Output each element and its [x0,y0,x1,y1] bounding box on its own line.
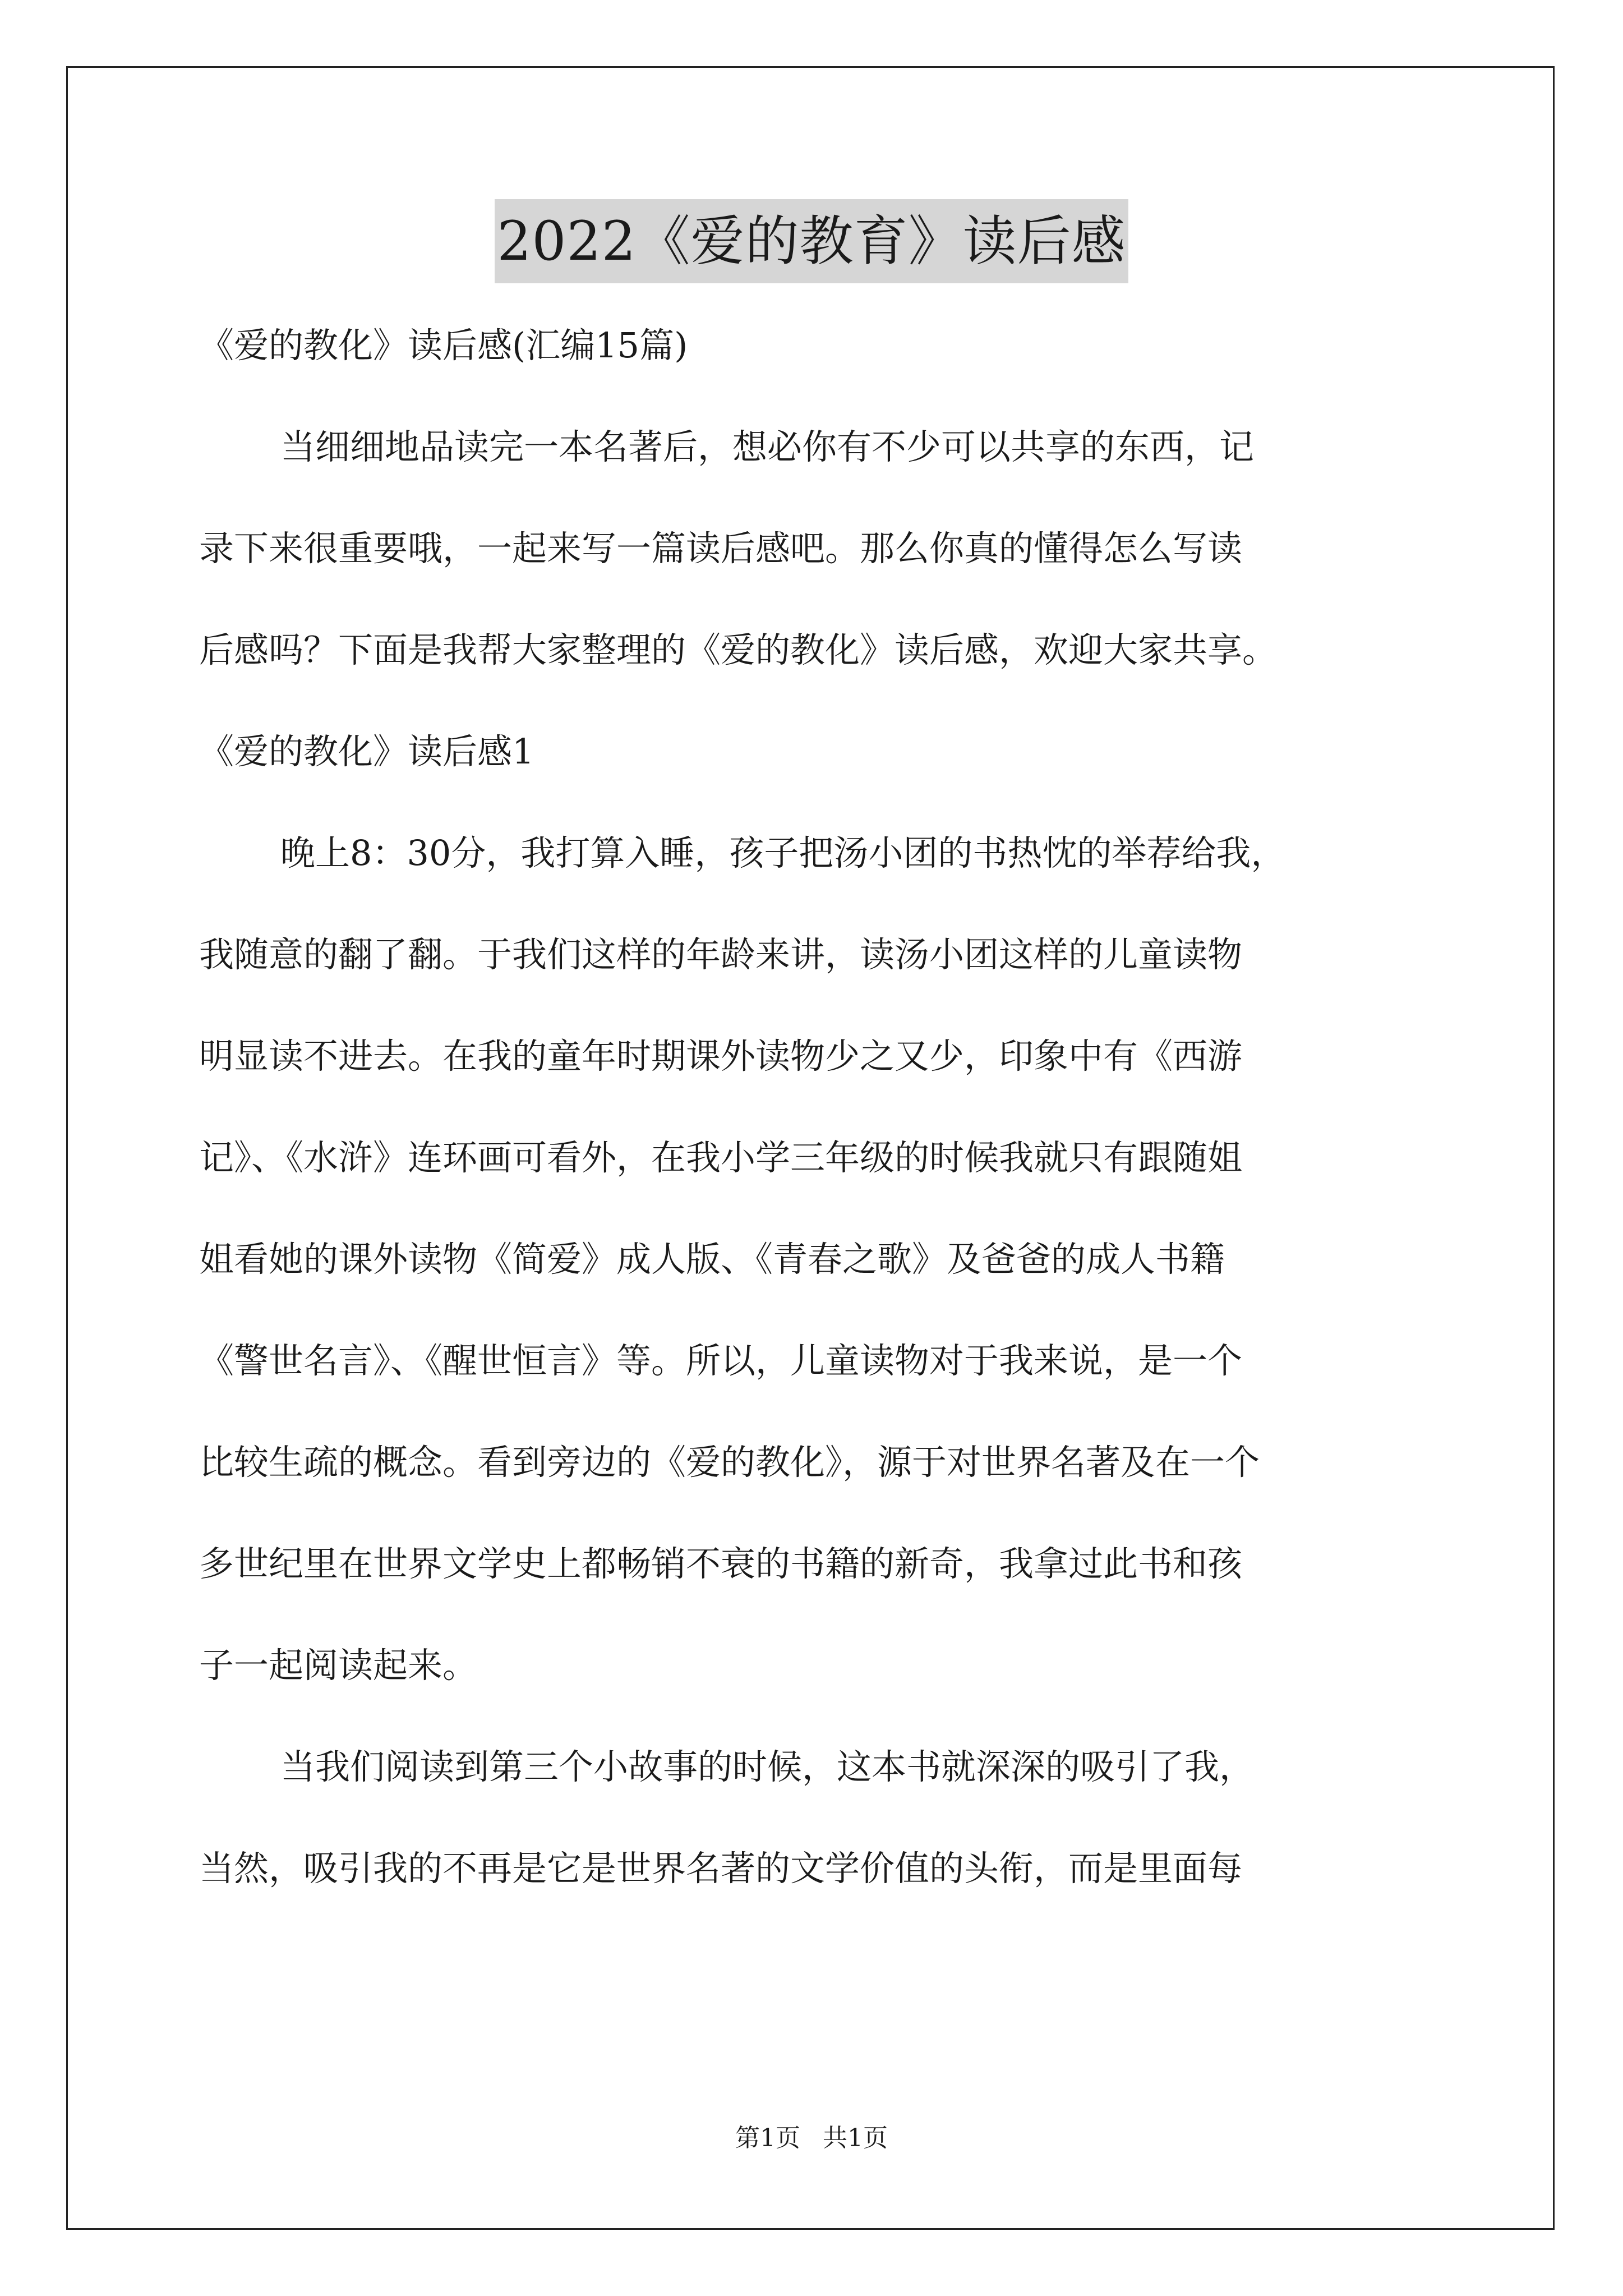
paragraph1-line-2: 我随意的翻了翻。于我们这样的年龄来讲，读汤小团这样的儿童读物 [199,934,1243,975]
title-container [0,199,1623,283]
page-number: 第1页 [735,2124,800,2152]
paragraph1-line-3: 明显读不进去。在我的童年时期课外读物少之又少，印象中有《西游 [199,1036,1243,1076]
intro-line-1: 当细细地品读完一本名著后，想必你有不少可以共享的东西，记 [280,426,1255,467]
document-title: 2022《爱的教育》读后感 [495,199,1128,283]
intro-line-2: 录下来很重要哦，一起来写一篇读后感吧。那么你真的懂得怎么写读 [199,528,1243,569]
paragraph1-line-9: 子一起阅读起来。 [199,1645,478,1686]
paragraph1-line-5: 姐看她的课外读物《简爱》成人版、《青春之歌》及爸爸的成人书籍 [199,1239,1225,1280]
section-heading: 《爱的教化》读后感1 [199,731,534,772]
paragraph1-line-7: 比较生疏的概念。看到旁边的《爱的教化》，源于对世界名著及在一个 [199,1442,1260,1483]
intro-line-3: 后感吗？下面是我帮大家整理的《爱的教化》读后感，欢迎大家共享。 [199,629,1278,670]
paragraph1-line-4: 记》、《水浒》连环画可看外，在我小学三年级的时候我就只有跟随姐 [199,1137,1243,1178]
paragraph1-line-6: 《警世名言》、《醒世恒言》等。所以，儿童读物对于我来说，是一个 [199,1340,1243,1381]
paragraph2-line-2: 当然，吸引我的不再是它是世界名著的文学价值的头衔，而是里面每 [199,1848,1243,1889]
document-subtitle: 《爱的教化》读后感(汇编15篇) [199,325,688,366]
document-body [199,295,1436,1919]
page-footer [0,2122,1623,2155]
page-total: 共1页 [823,2124,888,2152]
paragraph2-line-1: 当我们阅读到第三个小故事的时候，这本书就深深的吸引了我， [280,1746,1255,1787]
paragraph1-line-1: 晚上8：30分，我打算入睡，孩子把汤小团的书热忱的举荐给我， [280,832,1286,873]
paragraph1-line-8: 多世纪里在世界文学史上都畅销不衰的书籍的新奇，我拿过此书和孩 [199,1543,1243,1584]
